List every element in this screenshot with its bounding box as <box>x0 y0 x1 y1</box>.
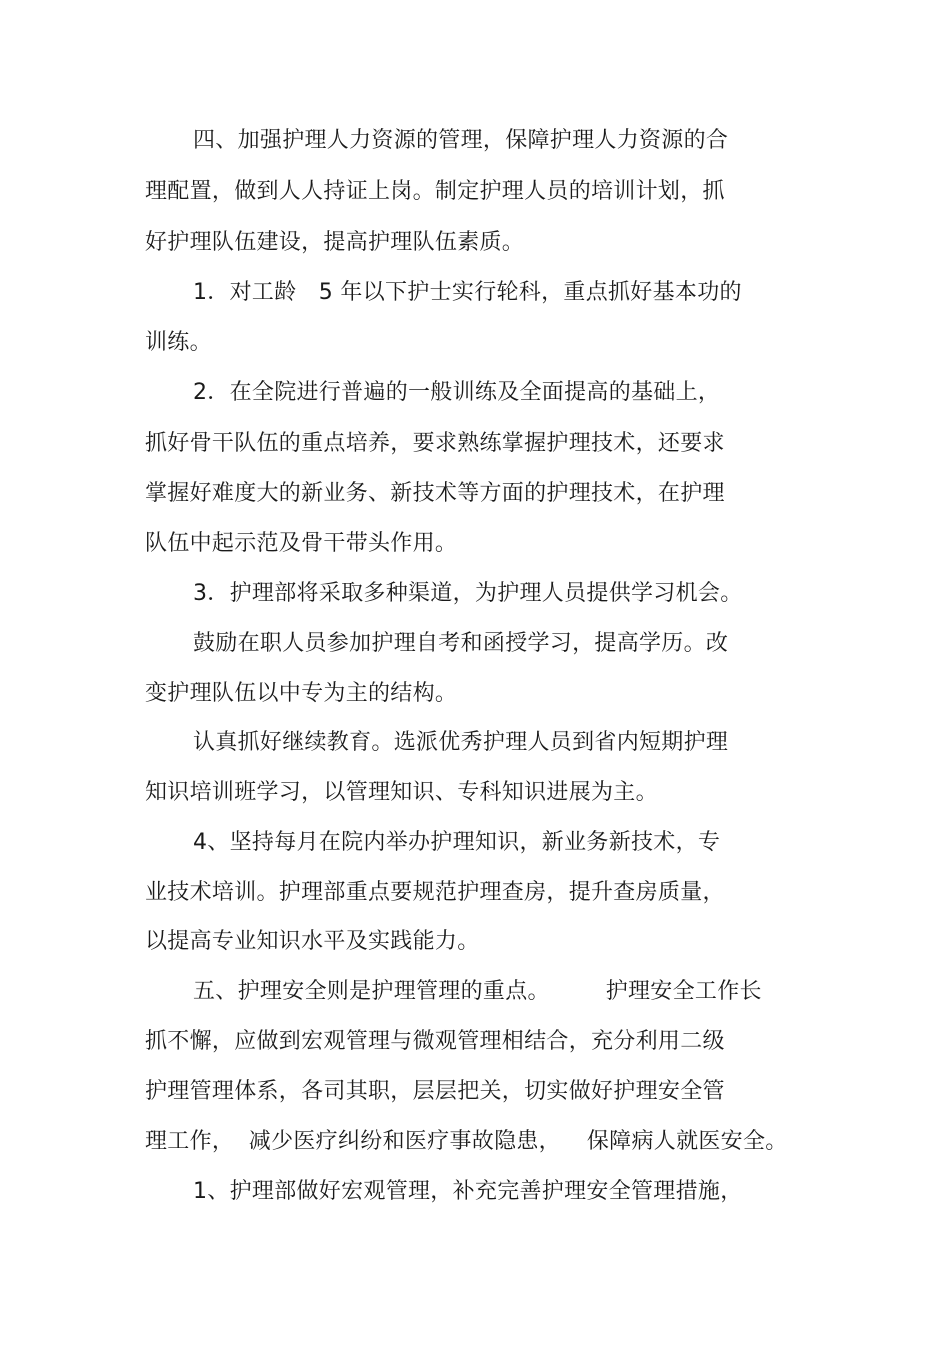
text-line-6: 2．在全院进行普遍的一般训练及全面提高的基础上， <box>193 380 721 405</box>
text-line-17: 以提高专业知识水平及实践能力。 <box>145 929 480 954</box>
text-line-20: 护理管理体系，各司其职，层层把关，切实做好护理安全管 <box>145 1079 725 1104</box>
text-line-11: 鼓励在职人员参加护理自考和函授学习，提高学历。改 <box>193 631 729 656</box>
text-line-2: 理配置，做到人人持证上岗。制定护理人员的培训计划，抓 <box>145 179 725 204</box>
text-line-22: 1、护理部做好宏观管理，补充完善护理安全管理措施， <box>193 1179 743 1204</box>
text-line-13: 认真抓好继续教育。选派优秀护理人员到省内短期护理 <box>193 730 729 755</box>
text-line-16: 业技术培训。护理部重点要规范护理查房，提升查房质量， <box>145 880 725 905</box>
text-line-18: 五、护理安全则是护理管理的重点。 护理安全工作长 <box>193 979 762 1004</box>
text-line-21: 理工作， 减少医疗纠纷和医疗事故隐患， 保障病人就医安全。 <box>145 1129 788 1154</box>
text-line-3: 好护理队伍建设，提高护理队伍素质。 <box>145 230 525 255</box>
text-line-9: 队伍中起示范及骨干带头作用。 <box>145 531 458 556</box>
text-line-12: 变护理队伍以中专为主的结构。 <box>145 681 458 706</box>
text-line-8: 掌握好难度大的新业务、新技术等方面的护理技术，在护理 <box>145 481 725 506</box>
text-line-10: 3．护理部将采取多种渠道，为护理人员提供学习机会。 <box>193 581 743 606</box>
text-line-1: 四、加强护理人力资源的管理，保障护理人力资源的合 <box>193 128 729 153</box>
text-line-4: 1．对工龄 5 年以下护士实行轮科，重点抓好基本功的 <box>193 280 742 305</box>
text-line-7: 抓好骨干队伍的重点培养，要求熟练掌握护理技术，还要求 <box>145 431 725 456</box>
text-line-19: 抓不懈，应做到宏观管理与微观管理相结合，充分利用二级 <box>145 1029 725 1054</box>
text-line-5: 训练。 <box>145 330 212 355</box>
text-line-15: 4、坚持每月在院内举办护理知识，新业务新技术，专 <box>193 830 721 855</box>
text-line-14: 知识培训班学习，以管理知识、专科知识进展为主。 <box>145 780 658 805</box>
